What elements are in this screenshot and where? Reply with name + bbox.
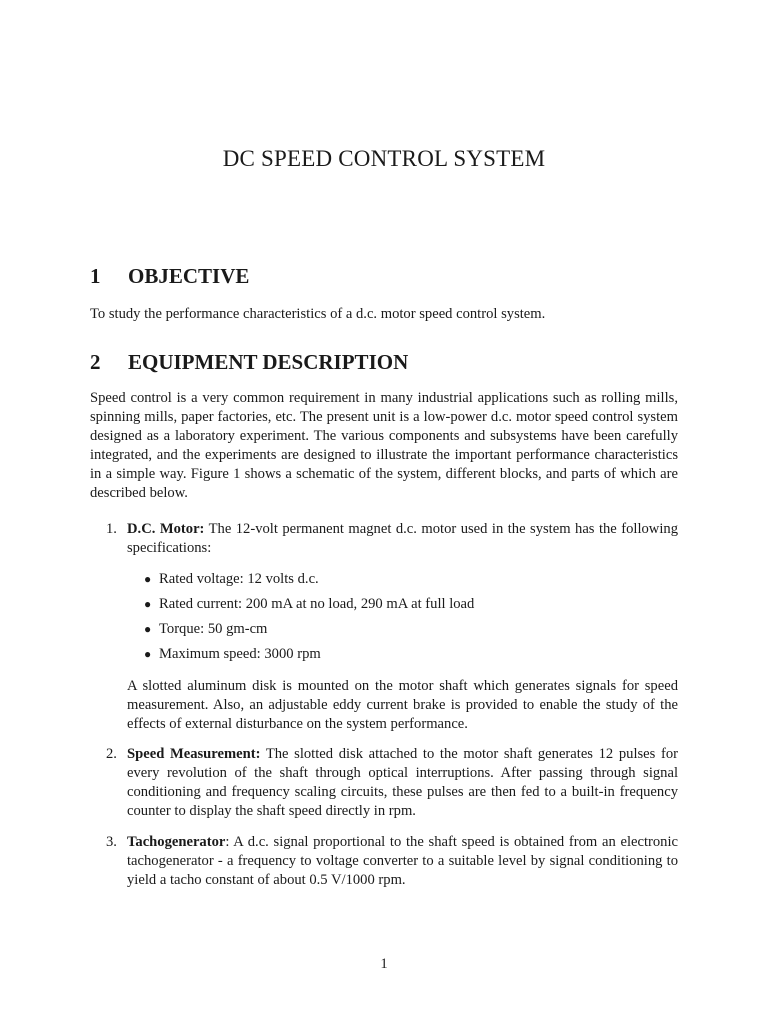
bullet-text: Torque: 50 gm-cm	[159, 621, 268, 637]
bullet-item	[144, 571, 319, 588]
list-item-text	[127, 833, 678, 890]
list-item-text	[127, 745, 678, 821]
list-number: 3.	[106, 834, 117, 850]
equipment-paragraph: Speed control is a very common requirement in many industrial applications such as rolling mills, spinning mills, paper factories, etc. The present unit is a low-power d.c. motor speed control system designed as a laboratory experiment. The various components and subsystems have been carefully integrated, and the experiments are designed to illustrate the important performance characteristics in a simple way. Figure 1 shows a schematic of the system, different blocks, and parts of which are described below.	[90, 390, 678, 501]
page-number: 1	[380, 956, 388, 972]
bullet-text: Rated current: 200 mA at no load, 290 mA at full load	[159, 596, 475, 612]
section-title: EQUIPMENT DESCRIPTION	[128, 350, 409, 374]
section-number: 2	[90, 350, 101, 374]
bullet-icon: ●	[144, 622, 152, 636]
section-title: OBJECTIVE	[128, 264, 250, 288]
motor-description-paragraph: A slotted aluminum disk is mounted on the motor shaft which generates signals for speed measurement. Also, an adjustable eddy current brake is provided to enable the study of the effects of external disturbance on the system performance.	[127, 678, 678, 732]
bullet-item	[144, 621, 267, 638]
section-heading-objective	[90, 264, 249, 289]
bullet-item	[144, 596, 474, 613]
bullet-text: Rated voltage: 12 volts d.c.	[159, 571, 319, 587]
list-item-label: Speed Measurement:	[127, 746, 261, 762]
bullet-icon: ●	[144, 597, 152, 611]
list-item-label: Tachogenerator	[127, 834, 226, 850]
bullet-item	[144, 646, 321, 663]
list-item-label: D.C. Motor:	[127, 521, 205, 537]
list-number: 1.	[106, 521, 117, 537]
objective-paragraph: To study the performance characteristics of a d.c. motor speed control system.	[90, 306, 546, 322]
list-number: 2.	[106, 746, 117, 762]
list-item-text	[127, 520, 678, 558]
bullet-icon: ●	[144, 572, 152, 586]
document-title: DC SPEED CONTROL SYSTEM	[222, 146, 546, 171]
list-item-body: : A d.c. signal proportional to the shaft speed is obtained from an electronic tachogenerator - a frequency to voltage converter to a suitable level by signal conditioning to yield a tacho constant of about 0.5 V/1000 rpm.	[127, 834, 678, 888]
section-heading-equipment	[90, 350, 408, 375]
bullet-text: Maximum speed: 3000 rpm	[159, 646, 321, 662]
bullet-icon: ●	[144, 647, 152, 661]
section-number: 1	[90, 264, 101, 288]
list-item-body: The slotted disk attached to the motor shaft generates 12 pulses for every revolution of the shaft through optical interruptions. After passing through signal conditioning and frequency scaling circuits, these pulses are then fed to a built-in frequency counter to display the shaft speed directly in rpm.	[127, 746, 678, 819]
list-item-body: The 12-volt permanent magnet d.c. motor used in the system has the following specifications:	[127, 521, 678, 556]
